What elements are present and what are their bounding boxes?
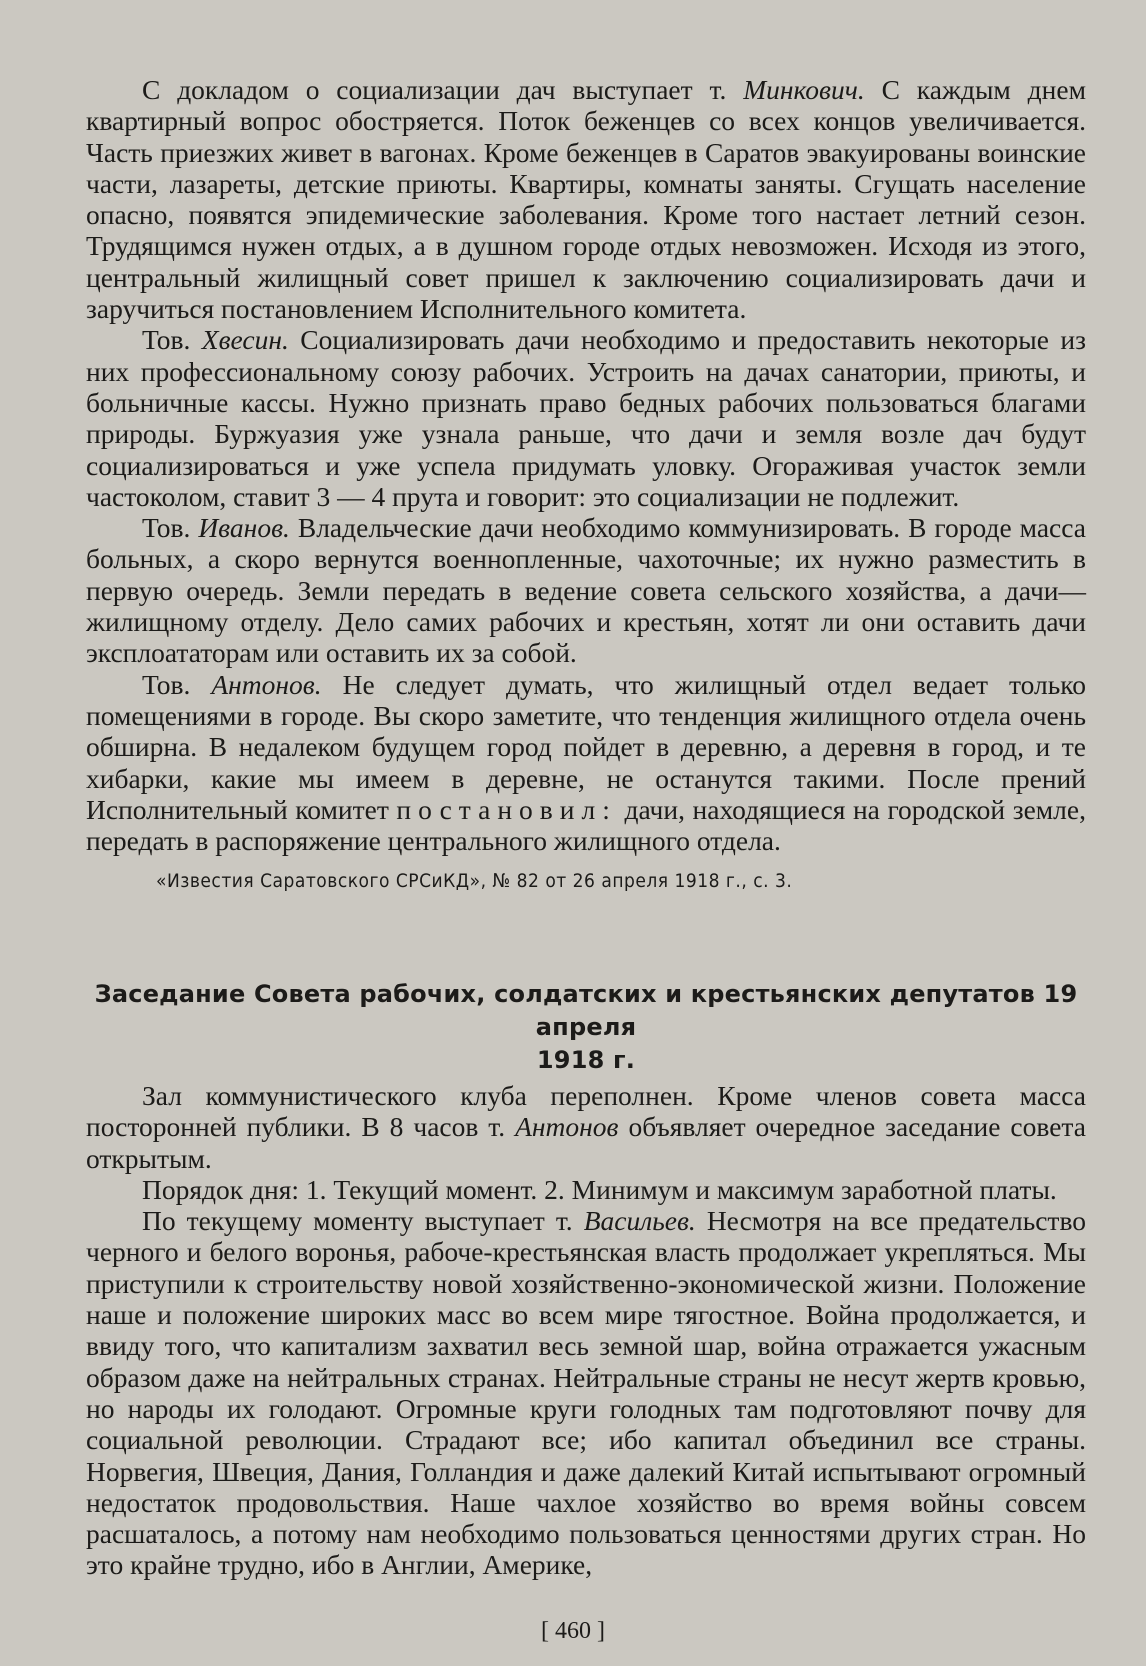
paragraph-ivanov: Тов. Иванов. Владельческие дачи необходимо коммунизировать. В городе масса больных, а скоро вернутся военнопленные, чахоточные; их нужно разместить в первую очередь. Земли передать в ведение совета сельского хозяйства, а дачи—жилищному отделу. Дело самих рабочих и крестьян, хотят ли они оставить дачи эксплоататорам или оставить их за собой. bbox=[86, 512, 1087, 669]
section-heading bbox=[86, 978, 1086, 1077]
speaker-name: Иванов. bbox=[198, 512, 290, 544]
speaker-name: Антонов bbox=[515, 1111, 619, 1143]
page-number: [ 460 ] bbox=[541, 1618, 605, 1644]
source-citation: «Известия Саратовского СРСиКД», № 82 от 26 апреля 1918 г., с. 3. bbox=[156, 870, 793, 893]
speaker-name: Минкович. bbox=[743, 74, 865, 105]
heading-line-2: 1918 г. bbox=[536, 1046, 636, 1074]
speaker-name: Антонов. bbox=[211, 668, 322, 700]
paragraph-agenda: Порядок дня: 1. Текущий момент. 2. Минимум и максимум заработной платы. bbox=[142, 1173, 1057, 1205]
text-block-session bbox=[86, 1080, 1086, 1581]
text-block-socialization bbox=[86, 74, 1086, 898]
speaker-name: Васильев. bbox=[583, 1205, 696, 1237]
paragraph-hall: Зал коммунистического клуба переполнен. Кроме членов совета масса посторонней публики. В 8 часов т. Антонов объявляет очередное заседание совета открытым. bbox=[86, 1080, 1086, 1174]
paragraph-minkovich: С докладом о социализации дач выступает т. Минкович. С каждым днем квартирный вопрос обостряется. Поток беженцев со всех концов увеличивается. Часть приезжих живет в вагонах. Кроме беженцев в Саратов эвакуированы воинские части, лазареты, детские приюты. Квартиры, комнаты заняты. Сгущать население опасно, появятся эпидемические заболевания. Кроме того настает летний сезон. Трудящимся нужен отдых, а в душном городе отдых невозможен. Исходя из этого, центральный жилищный совет пришел к заключению социализировать дачи и заручиться постановлением Исполнительного комитета. bbox=[86, 74, 1086, 325]
speaker-name: Хвесин. bbox=[201, 324, 289, 356]
paragraph-antonov: Тов. Антонов. Не следует думать, что жилищный отдел ведает только помещениями в городе. Вы скоро заметите, что тенденция жилищного отдела очень обширна. В недалеком будущем город пойдет в деревню, а деревня в город, и те хибарки, какие мы имеем в деревне, не останутся такими. После прений Исполнительный комитет постановил: дачи, находящиеся на городской земле, передать в распоряжение центрального жилищного отдела. bbox=[86, 668, 1086, 857]
resolution-word: постановил: bbox=[396, 793, 617, 825]
paragraph-khvesin: Тов. Хвесин. Социализировать дачи необходимо и предоставить некоторые из них профессиональному союзу рабочих. Устроить на дачах санатории, приюты, и больничные кассы. Нужно признать право бедных рабочих пользоваться благами природы. Буржуазия уже узнала раньше, что дачи и земля возле дач будут социализироваться и уже успела придумать уловку. Огораживая участок земли частоколом, ставит 3 — 4 прута и говорит: это социализации не подлежит. bbox=[86, 324, 1087, 512]
paragraph-vasiliev: По текущему моменту выступает т. Васильев. Несмотря на все предательство черного и белого воронья, рабоче-крестьянская власть продолжает укрепляться. Мы приступили к строительству новой хозяйственно-экономической жизни. Положение наше и положение широких масс во всем мире тягостное. Война продолжается, и ввиду того, что капитализм захватил весь земной шар, война отражается ужасным образом даже на нейтральных странах. Нейтральные страны не несут жертв кровью, но народы их голодают. Огромные круги голодных там подготовляют почву для социальной революции. Страдают все; ибо капитал объединил все страны. Норвегия, Швеция, Дания, Голландия и даже далекий Китай испытывают огромный недостаток продовольствия. Наше чахлое хозяйство во время войны совсем расшаталось, а потому нам необходимо пользоваться ценностями других стран. Но это крайне трудно, ибо в Англии, Америке, bbox=[86, 1205, 1086, 1581]
heading-line-1: Заседание Совета рабочих, солдатских и крестьянских депутатов 19 апреля bbox=[94, 980, 1078, 1041]
